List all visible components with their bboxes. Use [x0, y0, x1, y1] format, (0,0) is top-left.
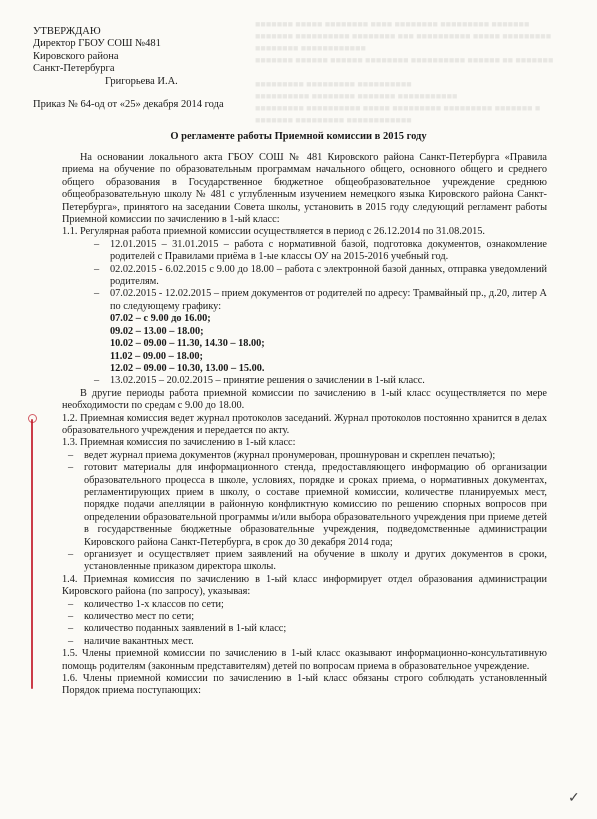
approval-signatory: Григорьева И.А.	[105, 75, 178, 87]
list-item: – 13.02.2015 – 20.02.2015 – принятие решения о зачислении в 1-ый класс.	[62, 375, 547, 387]
report-items-list	[62, 599, 547, 649]
document-body	[62, 152, 547, 698]
approval-heading: УТВЕРЖДАЮ	[33, 26, 101, 37]
decision-list	[62, 375, 547, 387]
item-1-3: 1.3. Приемная комиссия по зачислению в 1-ый класс:	[62, 437, 296, 449]
item-1-6: 1.6. Члены приемной комиссии по зачислению в 1-ый класс обязаны строго соблюдать установленный Порядок приема поступающих:	[62, 673, 547, 697]
schedule-row: 10.02 – 09.00 – 11.30, 14.30 – 18.00;	[110, 338, 265, 350]
bleed-through-text: ■■■■■■■ ■■■■■ ■■■■■■■■ ■■■■ ■■■■■■■■ ■■■■■■■■■ ■■■■■■■ ■■■■■■■ ■■■■■■■■■■ ■■■■■■■■ ■■■ ■■■■■■■■■■ ■■■■■ ■■■■■■■■■ ■■■■■■■■ ■■■■■■■■■■■■ ■■■■■■■ ■■■■■■ ■■■■■■ ■■■■■■■■ ■■■■■■■■■■ ■■■■■■ ■■ ■■■■■■■ ■■■■■■■■■ ■■■■■■■■■ ■■■■■■■■■■ ■■■■■■■■■■ ■■■■■■■■ ■■■■■■■ ■■■■■■■■■■■ ■■■■■■■■■ ■■■■■■■■■■ ■■■■■ ■■■■■■■■■ ■■■■■■■■■ ■■■■■■■ ■ ■■■■■■■ ■■■■■■■■■ ■■■■■■■■■■■■	[255, 19, 554, 125]
document-title: О регламенте работы Приемной комиссии в 2015 году	[170, 131, 427, 142]
list-item: – количество поданных заявлений в 1-ый класс;	[62, 623, 547, 635]
item-1-2: 1.2. Приемная комиссия ведет журнал протоколов заседаний. Журнал протоколов постоянно хранится в делах образовательного учреждения и передается по акту.	[62, 412, 547, 436]
schedule-row: 11.02 – 09.00 – 18.00;	[110, 350, 203, 362]
list-item: – количество мест по сети;	[62, 611, 547, 623]
list-item: – количество 1-х классов по сети;	[62, 599, 547, 611]
schedule-row: 09.02 – 13.00 – 18.00;	[110, 325, 204, 337]
item-1-5: 1.5. Члены приемной комиссии по зачислению в 1-ый класс оказывают информационно-консультативную помощь родителям (законным представителям) детей по вопросам приема в образовательное учреждение.	[62, 648, 547, 672]
list-item: – организует и осуществляет прием заявлений на обучение в школу и других документов в сроки, установленные приказом директора школы.	[62, 549, 547, 574]
order-reference: Приказ № 64-од от «25» декабря 2014 года	[33, 99, 224, 110]
other-periods-paragraph: В другие периоды работа приемной комиссии по зачислению в 1-ый класс осуществляется по мере необходимости по средам с 9.00 до 18.00.	[62, 387, 547, 412]
list-item: – 02.02.2015 - 6.02.2015 с 9.00 до 18.00 – работа с электронной базой данных, отправка уведомлений родителям.	[62, 264, 547, 289]
item-1-1: 1.1. Регулярная работа приемной комиссии осуществляется в период с 26.12.2014 по 31.08.2015.	[62, 226, 485, 238]
approval-block	[33, 26, 178, 88]
approval-position: Директор ГБОУ СОШ №481	[33, 38, 161, 50]
approval-district: Кировского района	[33, 50, 119, 62]
handwritten-tick-mark: ✓	[568, 791, 580, 806]
list-item: – ведет журнал приема документов (журнал пронумерован, прошнурован и скреплен печатью);	[62, 450, 547, 462]
commission-duties-list	[62, 450, 547, 574]
intro-paragraph: На основании локального акта ГБОУ СОШ № 481 Кировского района Санкт-Петербурга «Правила приема на обучение по образовательным программам начального общего, основного общего и среднего общего образования в Государственное бюджетное общеобразовательное учреждение среднюю общеобразовательную школу № 481 с углубленным изучением немецкого языка Кировского района Санкт-Петербурга», принятого на заседании Совета школы, установить в 2015 году следующий регламент работы Приемной комиссии по зачислению в 1-ый класс:	[62, 152, 547, 226]
list-item: – готовит материалы для информационного стенда, предоставляющего информацию об организации образовательного процесса в школе, условиях, порядке и сроках приема, о нормативных документах, регламентирующих прием в школу, о составе приемной комиссии, количестве планируемых мест, порядке подачи апелляции в районную конфликтную комиссию по решению спорных вопросов при определении образовательной программы и/или выбора образовательного учреждения при приеме детей в государственные бюджетные образовательные учреждения, подведомственные администрации Кировского района Санкт-Петербурга, в срок до 30 декабря 2014 года;	[62, 462, 547, 549]
list-item: – 12.01.2015 – 31.01.2015 – работа с нормативной базой, подготовка документов, ознакомление родителей с Правилами приёма в 1-ые классы ОУ на 2015-2016 учебный год.	[62, 239, 547, 264]
work-schedule-list	[62, 239, 547, 313]
binding-thread	[31, 419, 33, 689]
schedule-row: 12.02 – 09.00 – 10.30, 13.00 – 15.00.	[110, 362, 265, 374]
list-item: – наличие вакантных мест.	[62, 636, 547, 648]
list-item: – 07.02.2015 - 12.02.2015 – прием документов от родителей по адресу: Трамвайный пр., д.20, литер А по следующему графику:	[62, 288, 547, 313]
approval-city: Санкт-Петербурга	[33, 63, 115, 75]
schedule-row: 07.02 – с 9.00 до 16.00;	[110, 313, 211, 325]
item-1-4: 1.4. Приемная комиссия по зачислению в 1-ый класс информирует отдел образования администрации Кировского района (по запросу), указывая:	[62, 573, 547, 598]
reception-schedule	[62, 313, 547, 375]
